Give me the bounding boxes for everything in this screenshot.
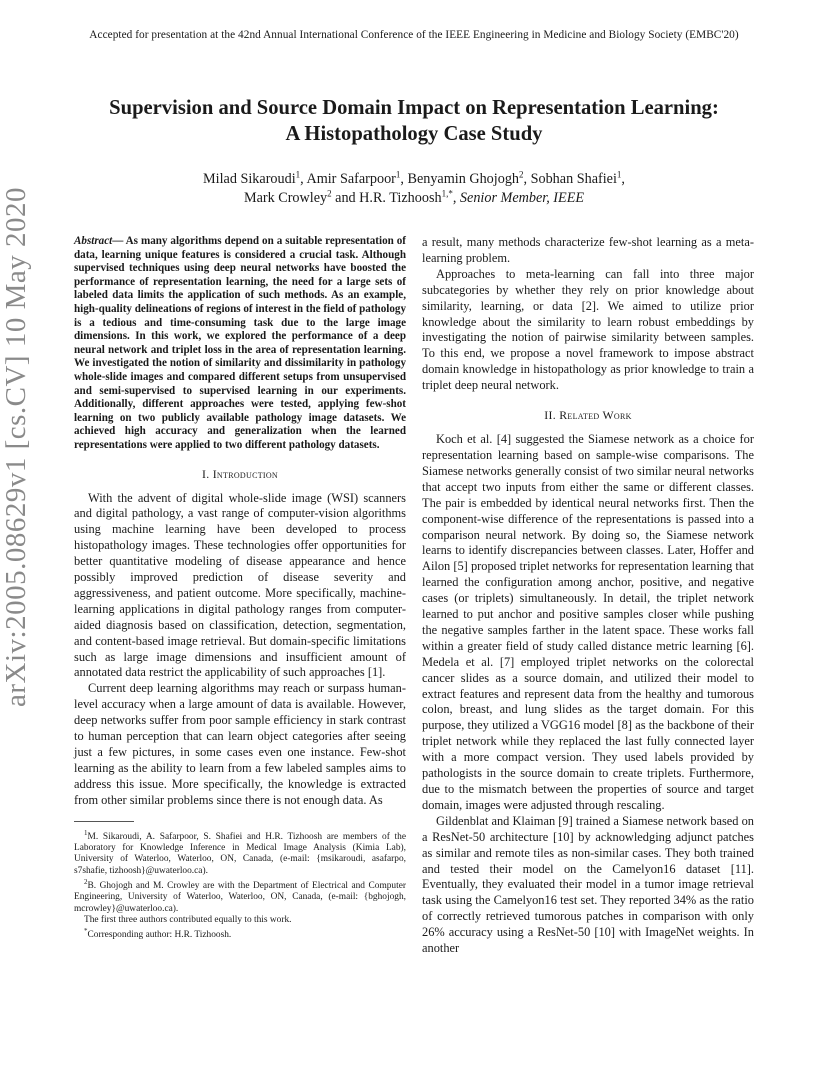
footnote-4	[74, 926, 406, 941]
footnotes	[74, 828, 406, 942]
footnote-mark: 2	[84, 877, 88, 886]
section-heading-introduction	[74, 467, 406, 482]
footnote-1	[74, 828, 406, 877]
section-number: I.	[201, 466, 213, 481]
footnote-text: Corresponding author: H.R. Tizhoosh.	[87, 930, 232, 941]
affiliation-mark: 1	[395, 169, 401, 180]
abstract	[74, 235, 406, 453]
right-column	[422, 235, 754, 957]
intro-paragraph-1: With the advent of digital whole-slide image (WSI) scanners and digital pathology, a vast range of computer-vision algorithms using machine learning have been developed to process histopathology images. These technologies offer opportunities for better quantitative modeling of disease appearance and hence possibly improved prediction of disease severity and aggressiveness, and patient outcome. More specifically, machine-learning applications in digital pathology ranges from computer-aided diagnosis based on classification, detection, segmentation, and content-based image retrieval. But domain-specific limitations such as large image dimensions and insufficient amount of annotated data restrict the applicability of such approaches [1].	[74, 490, 406, 680]
intro-paragraph-2-continued: a result, many methods characterize few-shot learning as a meta-learning problem.	[422, 235, 754, 265]
affiliation-mark: 1,*	[441, 188, 453, 199]
affiliation-mark: 1	[616, 169, 622, 180]
affiliation-mark: 1	[295, 169, 301, 180]
footnote-text: B. Ghojogh and M. Crowley are with the Department of Electrical and Computer Engineering, University of Waterloo, Waterloo, ON, Canada, (e-mail: {bghojogh, mcrowley}@uwaterloo.ca).	[74, 881, 406, 914]
author-list	[60, 170, 768, 208]
section-number: II.	[544, 408, 560, 423]
title-line-2: A Histopathology Case Study	[285, 123, 543, 145]
membership-title: Senior Member, IEEE	[459, 190, 585, 206]
related-work-paragraph-2: Gildenblat and Klaiman [9] trained a Siamese network based on a ResNet-50 architecture [10] by acknowledging adjunct patches as similar and remote tiles as non-similar cases. They both trained and tested their model on the Camelyon16 dataset [11]. Eventually, they evaluated their model in a tumor image retrieval task using the Camelyon16 test set. They reported 34% as the ratio of correctly retrieved tumorous patches in comparison with only 26% accuracy using a ResNet-50 [10] with ImageNet weights. In another	[422, 813, 754, 956]
separator: ,	[452, 190, 460, 206]
affiliation-mark: 2	[327, 188, 332, 199]
separator: ,	[621, 171, 625, 187]
affiliation-mark: 2	[519, 169, 524, 180]
author-name: , Benyamin Ghojogh	[400, 171, 520, 187]
intro-paragraph-2: Current deep learning algorithms may reach or surpass human-level accuracy when a large amount of data is available. However, deep networks suffer from poor sample efficiency in stark contrast to human perception that can learn object categories after seeing just a few pictures, in some cases even one instance. Few-shot learning as the ability to learn from a few labeled samples aims to address this issue. More specifically, the knowledge is extracted from other similar problems since there is not enough data. As	[74, 681, 406, 807]
author-name: Mark Crowley	[243, 190, 328, 206]
footnote-3: The first three authors contributed equally to this work.	[84, 914, 292, 925]
section-title: Introduction	[212, 466, 279, 481]
related-work-paragraph-1: Koch et al. [4] suggested the Siamese network as a choice for representation learning based on sample-wise comparisons. The Siamese networks generally consist of two similar neural networks that accept two inputs from either the same or different classes. The pair is embedded by identical neural networks first. Then the component-wise difference of the representations is passed into a comparison neural network. By doing so, the Siamese network learns to identify discrepancies between classes. Later, Hoffer and Ailon [5] proposed triplet networks for representation learning that learned the configuration among anchor, positive, and negative cases (or triplets) simultaneously. In detail, the triplet network learned to put anchor and positive samples closer while pushing the negative samples farther in the latent space. These works fall within a greater field of study called distance metric learning [6]. Medela et al. [7] employed triplet networks on the colorectal cancer slides as a source domain, and utilized their model to extract features and represent data from the healthy and tumorous colon, breast, and lung slides as the target domain. For this purpose, they utilized a VGG16 model [8] as the backbone of their triplet network while they replaced the last fully connected layer with a more compact version. They used labels provided by pathologists in the source domain to create triplets. Furthermore, due to the mismatch between the properties of source and target domain, images were adjusted through rescaling.	[422, 432, 754, 812]
abstract-text: — As many algorithms depend on a suitable representation of data, learning unique features is considered a crucial task. Although supervised techniques using deep neural networks have boosted the performance of representation learning, the need for a large sets of labeled data limits the application of such methods. As an example, high-quality delineations of regions of interest in the field of pathology is a tedious and time-consuming task due to the large image dimensions. In this work, we explored the performance of a deep neural network and triplet loss in the area of representation learning. We investigated the notion of similarity and dissimilarity in pathology whole-slide images and compared different setups from unsupervised and semi-supervised to supervised learning in our experiments. Additionally, different approaches were tested, applying few-shot learning on two publicly available pathology image datasets. We achieved high accuracy and generalization when the learned representations were applied to two different pathology datasets.	[74, 235, 406, 451]
author-name: , Sobhan Shafiei	[523, 171, 617, 187]
footnote-mark: *	[84, 927, 88, 936]
section-title: Related Work	[559, 408, 632, 423]
author-line-1	[60, 170, 768, 189]
footnote-2	[74, 877, 406, 915]
author-name: Milad Sikaroudi	[203, 171, 296, 187]
author-line-2	[60, 189, 768, 208]
footnote-divider	[74, 821, 134, 822]
arxiv-identifier: arXiv:2005.08629v1 [cs.CV] 10 May 2020	[0, 186, 32, 707]
conference-note: Accepted for presentation at the 42nd Annual International Conference of the IEEE Engineering in Medicine and Biology Society (EMBC'20)	[89, 29, 739, 41]
intro-paragraph-3: Approaches to meta-learning can fall into three major subcategories by whether they rely on prior knowledge about similarity, learning, or data [2]. We aimed to utilize prior knowledge about the similarity to learn robust embeddings by investigating the notion of pairwise similarity between samples. To this end, we propose a novel framework to impose abstract domain knowledge in histopathology as prior knowledge to train a triplet deep neural network.	[422, 266, 754, 393]
title-line-1: Supervision and Source Domain Impact on Representation Learning:	[109, 97, 719, 119]
author-name: and H.R. Tizhoosh	[331, 190, 442, 206]
paper-title	[60, 95, 768, 147]
abstract-label: Abstract	[74, 235, 113, 247]
section-heading-related-work	[422, 408, 754, 423]
left-column	[74, 235, 406, 942]
author-name: , Amir Safarpoor	[300, 171, 396, 187]
footnote-mark: 1	[84, 828, 88, 837]
footnote-text: M. Sikaroudi, A. Safarpoor, S. Shafiei and H.R. Tizhoosh are members of the Laboratory for Knowledge Inference in Medical Image Analysis (Kimia Lab), University of Waterloo, Waterloo, ON, Canada, (e-mail: {msikaroudi, asafarpo, s7shafie, tizhoosh}@uwaterloo.ca).	[74, 831, 406, 876]
